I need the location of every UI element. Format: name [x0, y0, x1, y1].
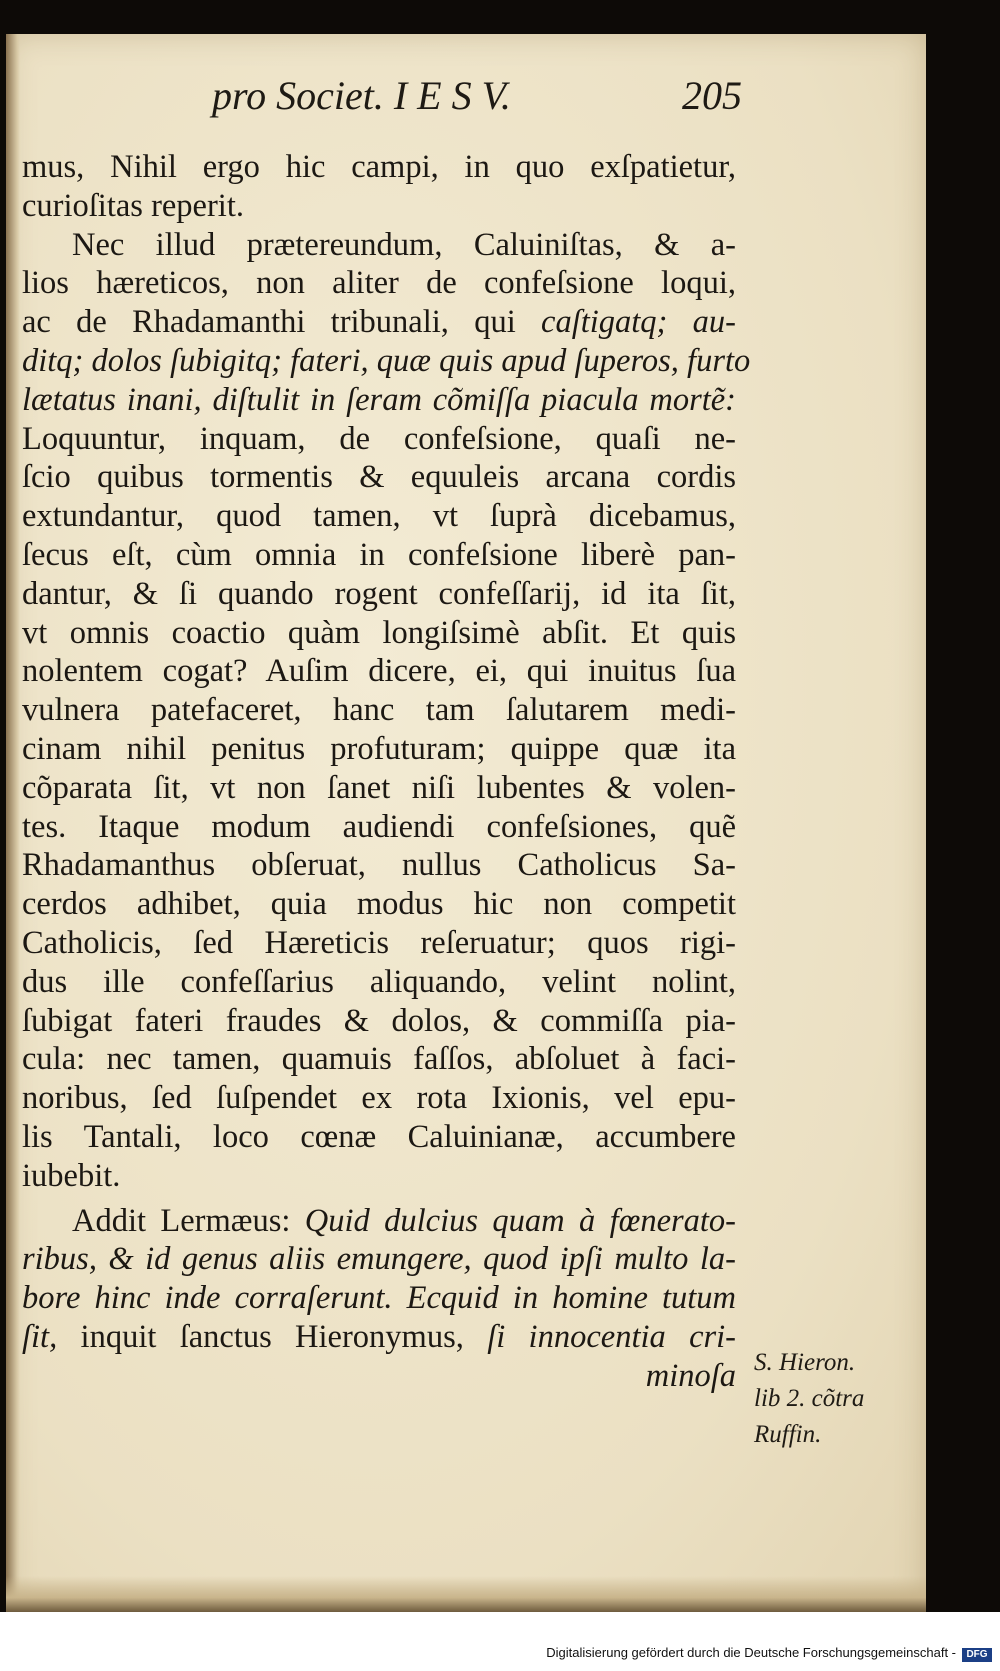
- text-line: [22, 458, 736, 497]
- text-segment: extundantur, quod tamen, vt ſuprà dicebamus,: [22, 498, 736, 535]
- page-bottom-edge: [6, 1576, 926, 1612]
- text-line: [22, 1079, 736, 1118]
- text-segment: Catholicis, ſed Hæreticis reſeruatur; quos rigi-: [22, 924, 736, 961]
- footer-credit: Digitalisierung gefördert durch die Deutsche Forschungsgemeinschaft -: [546, 1645, 956, 1660]
- text-segment: cerdos adhibet, quia modus hic non competit: [22, 886, 736, 923]
- text-line: [22, 846, 736, 885]
- text-segment: Loquuntur, inquam, de confeſsione, quaſi ne-: [22, 420, 736, 457]
- margin-note-line: Ruffin.: [754, 1421, 822, 1448]
- text-line: [22, 1202, 736, 1241]
- text-segment: cinam nihil penitus profuturam; quippe quæ ita: [22, 730, 736, 767]
- italic-text-segment: ſit,: [22, 1318, 58, 1355]
- text-line: [22, 148, 736, 187]
- text-line: [22, 691, 736, 730]
- text-segment: cõparata ſit, vt non ſanet niſi lubentes & volen-: [22, 769, 736, 806]
- text-line: [22, 187, 736, 226]
- italic-text-segment: ribus, & id genus aliis emungere, quod ipſi multo la-: [22, 1241, 736, 1278]
- text-segment: dus ille confeſſarius aliquando, velint nolint,: [22, 963, 736, 1000]
- text-segment: tes. Itaque modum audiendi confeſsiones, quẽ: [22, 808, 736, 845]
- italic-text-segment: Quid dulcius quam à fœnerato-: [304, 1202, 736, 1239]
- text-line: [22, 652, 736, 691]
- text-segment: iubebit.: [22, 1157, 121, 1194]
- italic-text-segment: ſi innocentia cri-: [487, 1318, 736, 1355]
- text-segment: Rhadamanthus obſeruat, nullus Catholicus Sa-: [22, 847, 736, 884]
- text-line: [22, 885, 736, 924]
- italic-text-segment: lætatus inani, diſtulit in ſeram cõmiſſa piacula mortẽ:: [22, 381, 736, 418]
- text-segment: vt omnis coactio quàm longiſsimè abſit. Et quis: [22, 614, 736, 651]
- dfg-logo: DFG: [962, 1648, 992, 1662]
- italic-text-segment: caſtigatq; au-: [541, 304, 736, 341]
- text-line: [22, 808, 736, 847]
- text-line: [22, 536, 736, 575]
- text-line: [22, 1118, 736, 1157]
- text-segment: cula: nec tamen, quamuis faſſos, abſoluet à faci-: [22, 1041, 736, 1078]
- text-line: [22, 303, 736, 342]
- text-line: [22, 381, 736, 420]
- text-line: [22, 614, 736, 653]
- footer-bar: [0, 1612, 1000, 1671]
- italic-text-segment: ditq; dolos ſubigitq; fateri, quæ quis apud ſuperos, furto: [22, 342, 751, 379]
- text-segment: vulnera patefaceret, hanc tam ſalutarem medi-: [22, 692, 736, 729]
- text-segment: lis Tantali, loco cœnæ Caluinianæ, accumbere: [22, 1118, 736, 1155]
- text-segment: ſecus eſt, cùm omnia in confeſsione liberè pan-: [22, 536, 736, 573]
- text-line: [22, 226, 736, 265]
- text-segment: mus, Nihil ergo hic campi, in quo exſpatietur,: [22, 149, 736, 185]
- text-line: [22, 1157, 736, 1196]
- margin-note: [754, 1345, 904, 1453]
- text-segment: ſubigat fateri fraudes & dolos, & commiſſa pia-: [22, 1002, 736, 1039]
- text-line: [22, 420, 736, 459]
- running-title: pro Societ. I E S V.: [212, 73, 511, 118]
- text-segment: dantur, & ſi quando rogent confeſſarij, id ita ſit,: [22, 575, 736, 612]
- italic-text-segment: minoſa: [645, 1357, 736, 1394]
- text-line: [22, 575, 736, 614]
- text-segment: Nec illud prætereundum, Caluiniſtas, & a-: [72, 226, 736, 263]
- body-text: [22, 148, 751, 1396]
- text-line: [22, 963, 736, 1002]
- text-segment: Addit Lermæus:: [72, 1202, 305, 1239]
- text-segment: noribus, ſed ſuſpendet ex rota Ixionis, vel epu-: [22, 1080, 736, 1117]
- text-line: [22, 497, 736, 536]
- text-line: [22, 1357, 736, 1396]
- text-segment: ſcio quibus tormentis & equuleis arcana cordis: [22, 459, 736, 496]
- text-segment: curioſitas reperit.: [22, 187, 244, 224]
- text-segment: inquit ſanctus Hieronymus,: [57, 1318, 488, 1355]
- text-line: [22, 924, 736, 963]
- text-line: [22, 1002, 736, 1041]
- running-head: [212, 72, 742, 122]
- text-line: [22, 1318, 736, 1357]
- text-segment: ac de Rhadamanthi tribunali, qui: [22, 304, 542, 341]
- text-segment: lios hæreticos, non aliter de confeſsione loqui,: [22, 265, 736, 302]
- italic-text-segment: bore hinc inde corraſerunt. Ecquid in homine tutum: [22, 1280, 736, 1317]
- margin-note-line: S. Hieron.: [754, 1349, 856, 1376]
- text-line: [22, 730, 736, 769]
- page-number: 205: [682, 73, 742, 118]
- text-segment: nolentem cogat? Auſim dicere, ei, qui inuitus ſua: [22, 653, 736, 690]
- text-line: [22, 1279, 736, 1318]
- text-line: [22, 342, 751, 381]
- text-line: [22, 264, 736, 303]
- text-line: [22, 1240, 736, 1279]
- page-spine-shadow: [6, 34, 20, 1612]
- text-line: [22, 1040, 736, 1079]
- text-line: [22, 769, 736, 808]
- margin-note-line: lib 2. cõtra: [754, 1385, 865, 1412]
